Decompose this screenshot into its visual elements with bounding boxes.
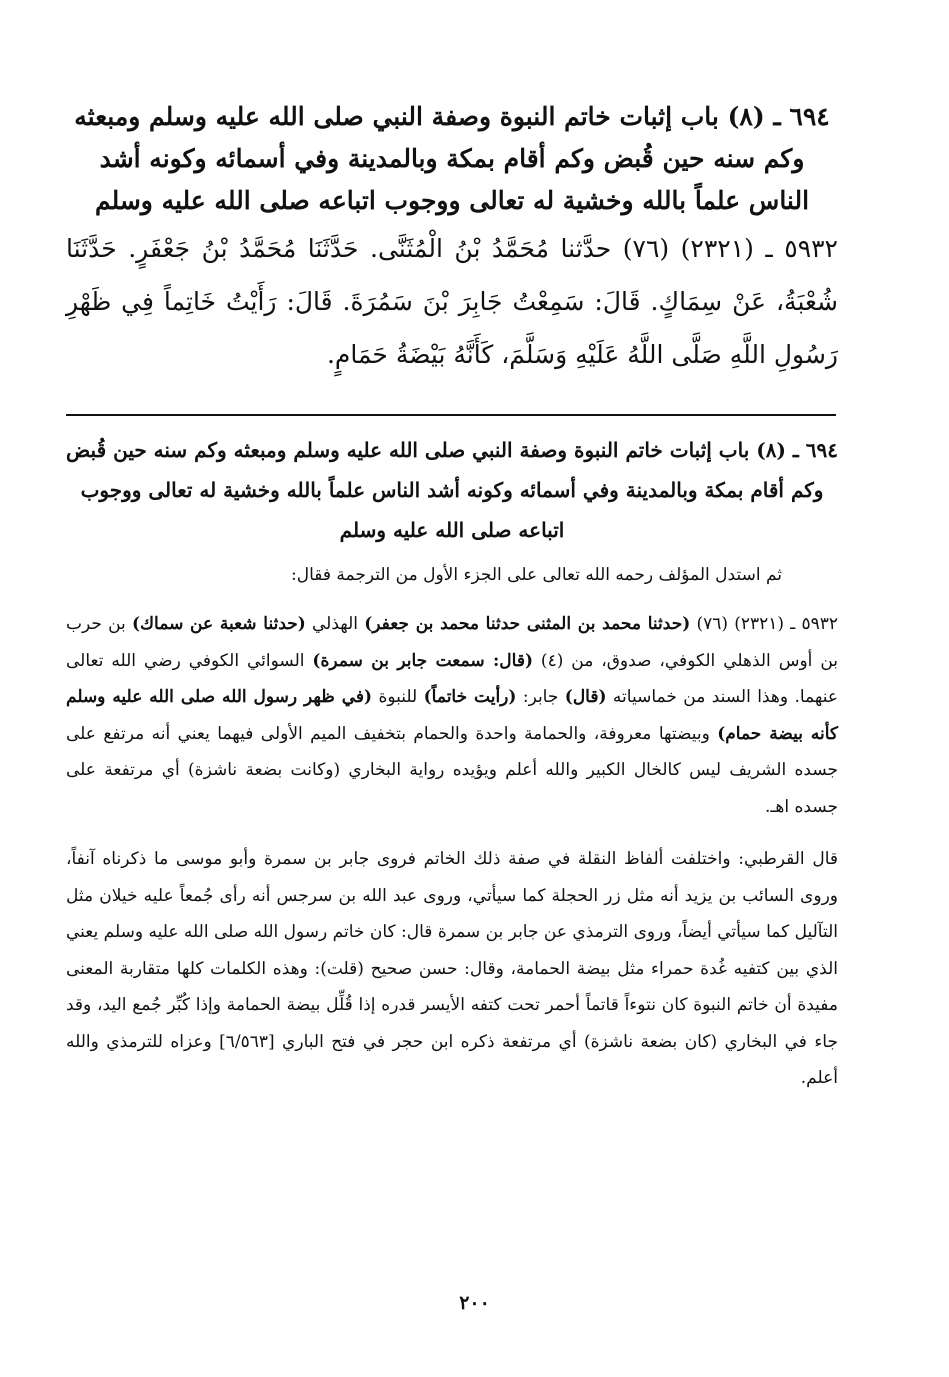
commentary-text: وبيضتها معروفة، والحمامة واحدة والحمام بتخفيف الميم الأولى فيهما يعني أنه مرتفع على جسده الشريف ليس كالخال الكبير والله أعلم ويؤيده رواية البخاري (وكانت بضعة ناشزة) أي مرتفعة على جسده اهـ. — [66, 723, 838, 817]
sharh-paragraph-1 — [66, 606, 838, 825]
quoted-matn-3: (في ظهر رسول الله صلى الله عليه وسلم كأنه بيضة حمام) — [66, 687, 839, 744]
section-divider — [66, 414, 836, 416]
sharh-intro: ثم استدل المؤلف رحمه الله تعالى على الجزء الأول من الترجمة فقال: — [291, 565, 782, 585]
quoted-matn-2: (رأيت خاتماً) — [423, 687, 517, 707]
quoted-isnad-3: (قال: سمعت جابر بن سمرة) — [312, 650, 533, 671]
commentary-text: جابر: — [516, 687, 565, 707]
sharh-chapter-heading: ٦٩٤ ـ (٨) باب إثبات خاتم النبوة وصفة النبي صلى الله عليه وسلم ومبعثه وكم سنه حين قُبض وكم أقام بمكة وبالمدينة وفي أسمائه وكونه أشد الناس علماً بالله وخشية له تعالى ووجوب اتباعه صلى الله عليه وسلم — [66, 438, 838, 542]
quoted-isnad-2: (حدثنا شعبة عن سماك) — [132, 614, 306, 634]
matn-section — [66, 96, 838, 381]
sharh-paragraph-2: قال القرطبي: واختلفت ألفاظ النقلة في صفة ذلك الخاتم فروى جابر بن سمرة وأبو موسى ما ذكرناه آنفاً، وروى السائب بن يزيد أنه مثل زر الحجلة كما سيأتي، وروى عبد الله بن سرجس أنه رأى جُمعاً عليه خيلان مثل التآليل كما سيأتي أيضاً، وروى الترمذي عن جابر بن سمرة قال: كان خاتم رسول الله صلى الله عليه وسلم يعني الذي بين كتفيه غُدة حمراء مثل بيضة الحمامة، وقال: حسن صحيح (قلت): وهذه الكلمات كلها متقاربة المعنى مفيدة أن خاتم النبوة كان نتوءاً قاتماً أحمر تحت كتفه الأيسر قدره إذا قُلِّل بيضة الحمامة وإذا كُبِّر جُمع اليد، وقد جاء في البخاري (كان بضعة ناشزة) أي مرتفعة ذكره ابن حجر في فتح الباري [٦/٥٦٣] وعزاه للترمذي والله أعلم. — [66, 849, 838, 1088]
sharh-section — [66, 430, 838, 1097]
matn-chapter-heading: ٦٩٤ ـ (٨) باب إثبات خاتم النبوة وصفة النبي صلى الله عليه وسلم ومبعثه وكم سنه حين قُبض وكم أقام بمكة وبالمدينة وفي أسمائه وكونه أشد الناس علماً بالله وخشية له تعالى ووجوب اتباعه صلى الله عليه وسلم — [74, 102, 830, 215]
commentary-text: السوائي الكوفي رضي الله تعالى عنهما. وهذا السند من خماسياته — [66, 650, 838, 707]
commentary-text: للنبوة — [372, 687, 424, 707]
quoted-matn-1: (قال) — [564, 687, 607, 707]
commentary-text: بن حرب بن أوس الذهلي الكوفي، صدوق، من (٤) — [66, 614, 838, 671]
commentary-text: الهذلي — [305, 614, 365, 634]
matn-hadith-text: ٥٩٣٢ ـ (٢٣٢١) (٧٦) حدَّثنا مُحَمَّدُ بْنُ الْمُثَنَّى. حَدَّثَنَا مُحَمَّدُ بْنُ جَعْفَرٍ. حَدَّثَنَا شُعْبَةُ، عَنْ سِمَاكٍ. قَالَ: سَمِعْتُ جَابِرَ بْنَ سَمُرَةَ. قَالَ: رَأَيْتُ خَاتِماً فِي ظَهْرِ رَسُولِ اللَّهِ صَلَّى اللَّهُ عَلَيْهِ وَسَلَّمَ، كَأَنَّهُ بَيْضَةُ حَمَامٍ. — [66, 234, 838, 369]
quoted-isnad-1: (حدثنا محمد بن المثنى حدثنا محمد بن جعفر) — [364, 614, 691, 634]
page-number: ٢٠٠ — [459, 1292, 490, 1314]
hadith-number: ٥٩٣٢ ـ (٢٣٢١) (٧٦) — [690, 614, 838, 634]
